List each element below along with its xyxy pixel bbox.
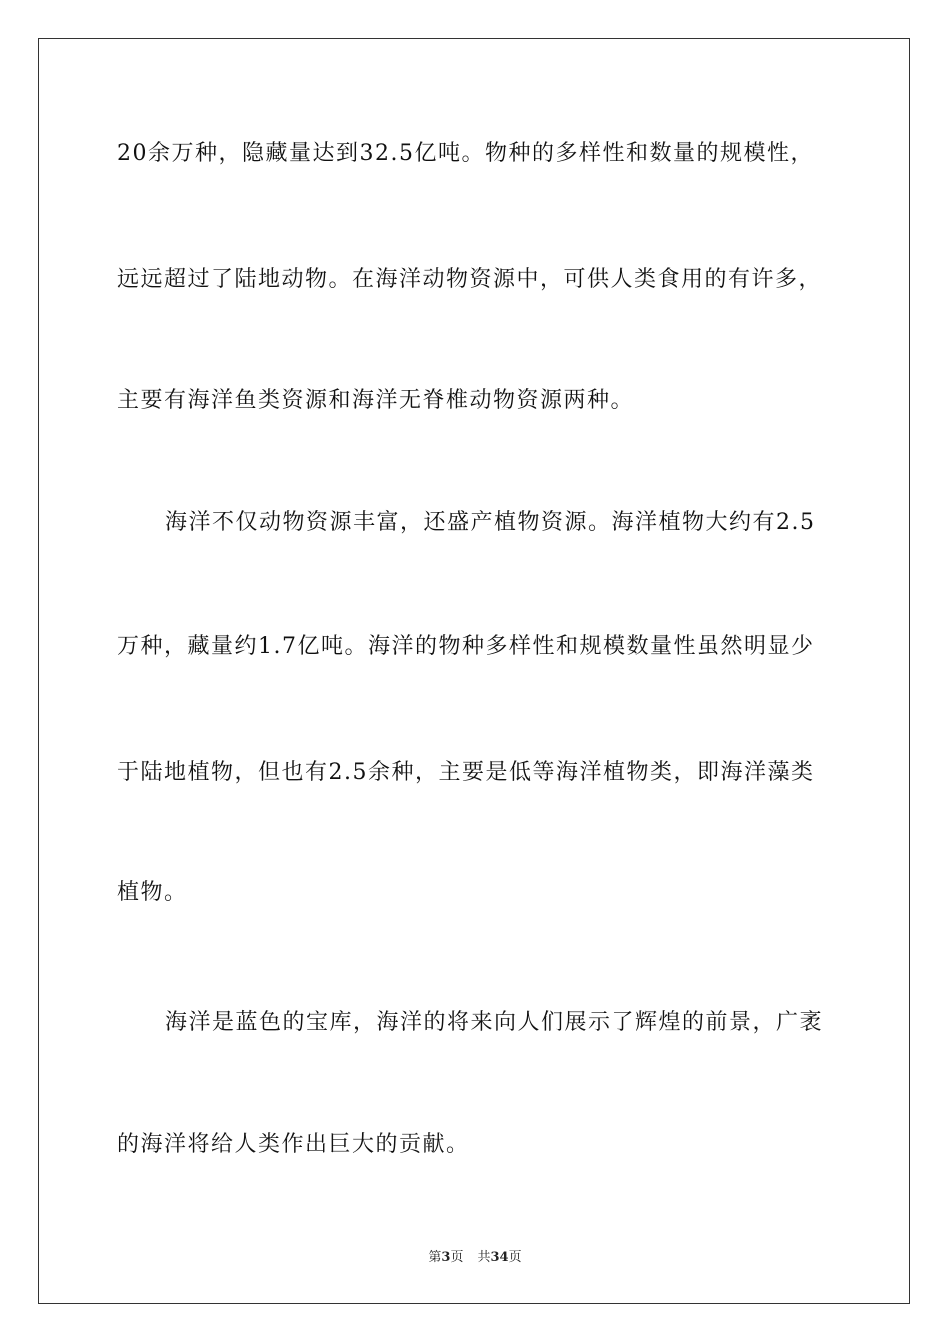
page-number: 3	[441, 1250, 451, 1265]
paragraph-line: 主要有海洋鱼类资源和海洋无脊椎动物资源两种。	[117, 388, 635, 413]
paragraph-line: 20余万种，隐藏量达到32.5亿吨。物种的多样性和数量的规模性，	[117, 141, 814, 166]
page-prefix: 第	[428, 1250, 442, 1265]
paragraph-line: 的海洋将给人类作出巨大的贡献。	[117, 1132, 470, 1157]
page-border	[38, 38, 910, 1304]
total-suffix: 页	[508, 1250, 522, 1265]
paragraph-line: 海洋不仅动物资源丰富，还盛产植物资源。海洋植物大约有2.5	[165, 510, 816, 535]
total-prefix: 共	[477, 1250, 491, 1265]
paragraph-line: 植物。	[117, 880, 188, 905]
page-footer	[0, 1246, 950, 1265]
paragraph-line: 远远超过了陆地动物。在海洋动物资源中，可供人类食用的有许多，	[117, 267, 823, 292]
paragraph-line: 万种，藏量约1.7亿吨。海洋的物种多样性和规模数量性虽然明显少	[117, 634, 815, 659]
page-suffix: 页	[450, 1250, 464, 1265]
paragraph-line: 于陆地植物，但也有2.5余种，主要是低等海洋植物类，即海洋藻类	[117, 760, 815, 785]
paragraph-line: 海洋是蓝色的宝库，海洋的将来向人们展示了辉煌的前景，广袤	[165, 1010, 824, 1035]
total-pages: 34	[490, 1250, 509, 1265]
